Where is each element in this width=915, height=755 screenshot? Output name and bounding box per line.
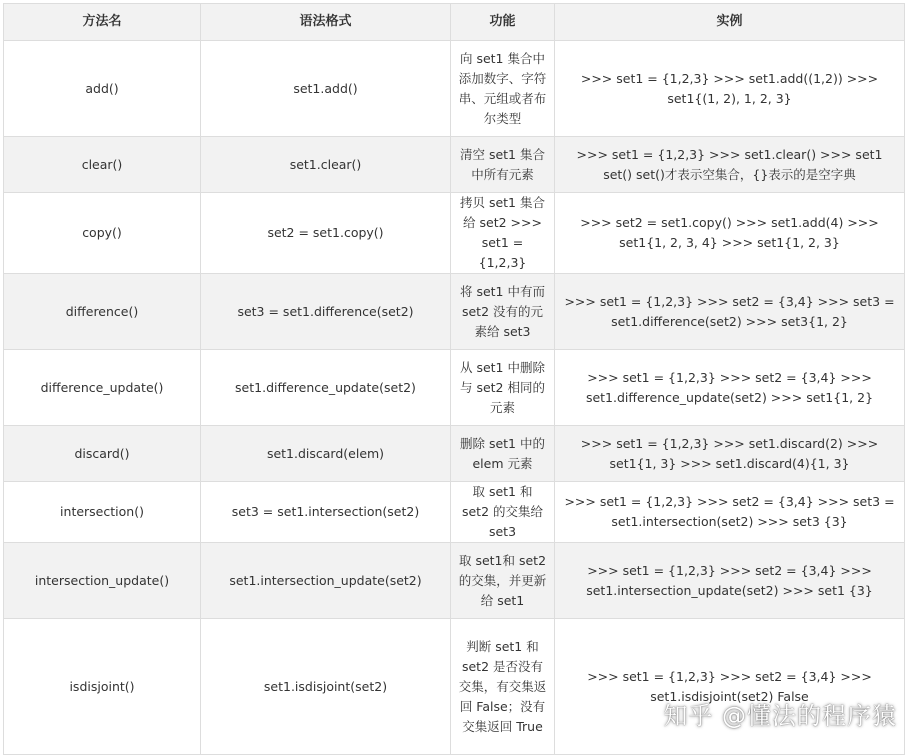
table-row — [4, 543, 905, 619]
method-name-cell: isdisjoint() — [4, 619, 201, 755]
table-row — [4, 426, 905, 482]
method-name-cell: difference() — [4, 274, 201, 350]
set-methods-table — [3, 3, 905, 755]
example-cell: >>> set1 = {1,2,3} >>> set1.clear() >>> set1 set() set()才表示空集合，{}表示的是空字典 — [555, 137, 905, 193]
method-name-cell: intersection() — [4, 482, 201, 543]
header-example: 实例 — [555, 4, 905, 41]
method-name-cell: discard() — [4, 426, 201, 482]
syntax-cell: set3 = set1.intersection(set2) — [201, 482, 451, 543]
table-row — [4, 482, 905, 543]
syntax-cell: set2 = set1.copy() — [201, 193, 451, 274]
syntax-cell: set1.isdisjoint(set2) — [201, 619, 451, 755]
header-syntax: 语法格式 — [201, 4, 451, 41]
example-cell: >>> set2 = set1.copy() >>> set1.add(4) >>> set1{1, 2, 3, 4} >>> set1{1, 2, 3} — [555, 193, 905, 274]
watermark: 知乎 @懂法的程序猿 — [663, 702, 897, 730]
function-cell: 从 set1 中删除与 set2 相同的元素 — [451, 350, 555, 426]
table-row — [4, 619, 905, 755]
syntax-cell: set1.intersection_update(set2) — [201, 543, 451, 619]
function-cell: 清空 set1 集合中所有元素 — [451, 137, 555, 193]
function-cell: 取 set1和 set2 的交集，并更新给 set1 — [451, 543, 555, 619]
syntax-cell: set1.add() — [201, 41, 451, 137]
example-cell: >>> set1 = {1,2,3} >>> set2 = {3,4} >>> set3 = set1.intersection(set2) >>> set3 {3} — [555, 482, 905, 543]
table-row — [4, 41, 905, 137]
function-cell: 删除 set1 中的 elem 元素 — [451, 426, 555, 482]
method-name-cell: difference_update() — [4, 350, 201, 426]
method-name-cell: intersection_update() — [4, 543, 201, 619]
method-name-cell: clear() — [4, 137, 201, 193]
example-cell: >>> set1 = {1,2,3} >>> set2 = {3,4} >>> set1.intersection_update(set2) >>> set1 {3} — [555, 543, 905, 619]
function-cell: 判断 set1 和 set2 是否没有交集，有交集返回 False；没有交集返回 True — [451, 619, 555, 755]
table-header-row — [4, 4, 905, 41]
example-cell: >>> set1 = {1,2,3} >>> set1.add((1,2)) >>> set1{(1, 2), 1, 2, 3} — [555, 41, 905, 137]
function-cell: 取 set1 和 set2 的交集给 set3 — [451, 482, 555, 543]
syntax-cell: set1.difference_update(set2) — [201, 350, 451, 426]
example-cell: >>> set1 = {1,2,3} >>> set2 = {3,4} >>> set1.difference_update(set2) >>> set1{1, 2} — [555, 350, 905, 426]
method-name-cell: copy() — [4, 193, 201, 274]
header-function: 功能 — [451, 4, 555, 41]
syntax-cell: set1.clear() — [201, 137, 451, 193]
table-row — [4, 274, 905, 350]
example-cell: >>> set1 = {1,2,3} >>> set2 = {3,4} >>> set3 = set1.difference(set2) >>> set3{1, 2} — [555, 274, 905, 350]
syntax-cell: set3 = set1.difference(set2) — [201, 274, 451, 350]
table-row — [4, 193, 905, 274]
table-row — [4, 137, 905, 193]
example-cell: >>> set1 = {1,2,3} >>> set1.discard(2) >>> set1{1, 3} >>> set1.discard(4){1, 3} — [555, 426, 905, 482]
function-cell: 向 set1 集合中添加数字、字符串、元组或者布尔类型 — [451, 41, 555, 137]
syntax-cell: set1.discard(elem) — [201, 426, 451, 482]
header-method-name: 方法名 — [4, 4, 201, 41]
example-cell: >>> set1 = {1,2,3} >>> set2 = {3,4} >>> set1.isdisjoint(set2) False — [555, 619, 905, 755]
method-name-cell: add() — [4, 41, 201, 137]
table-row — [4, 350, 905, 426]
function-cell: 将 set1 中有而 set2 没有的元素给 set3 — [451, 274, 555, 350]
function-cell: 拷贝 set1 集合给 set2 >>> set1 = {1,2,3} — [451, 193, 555, 274]
